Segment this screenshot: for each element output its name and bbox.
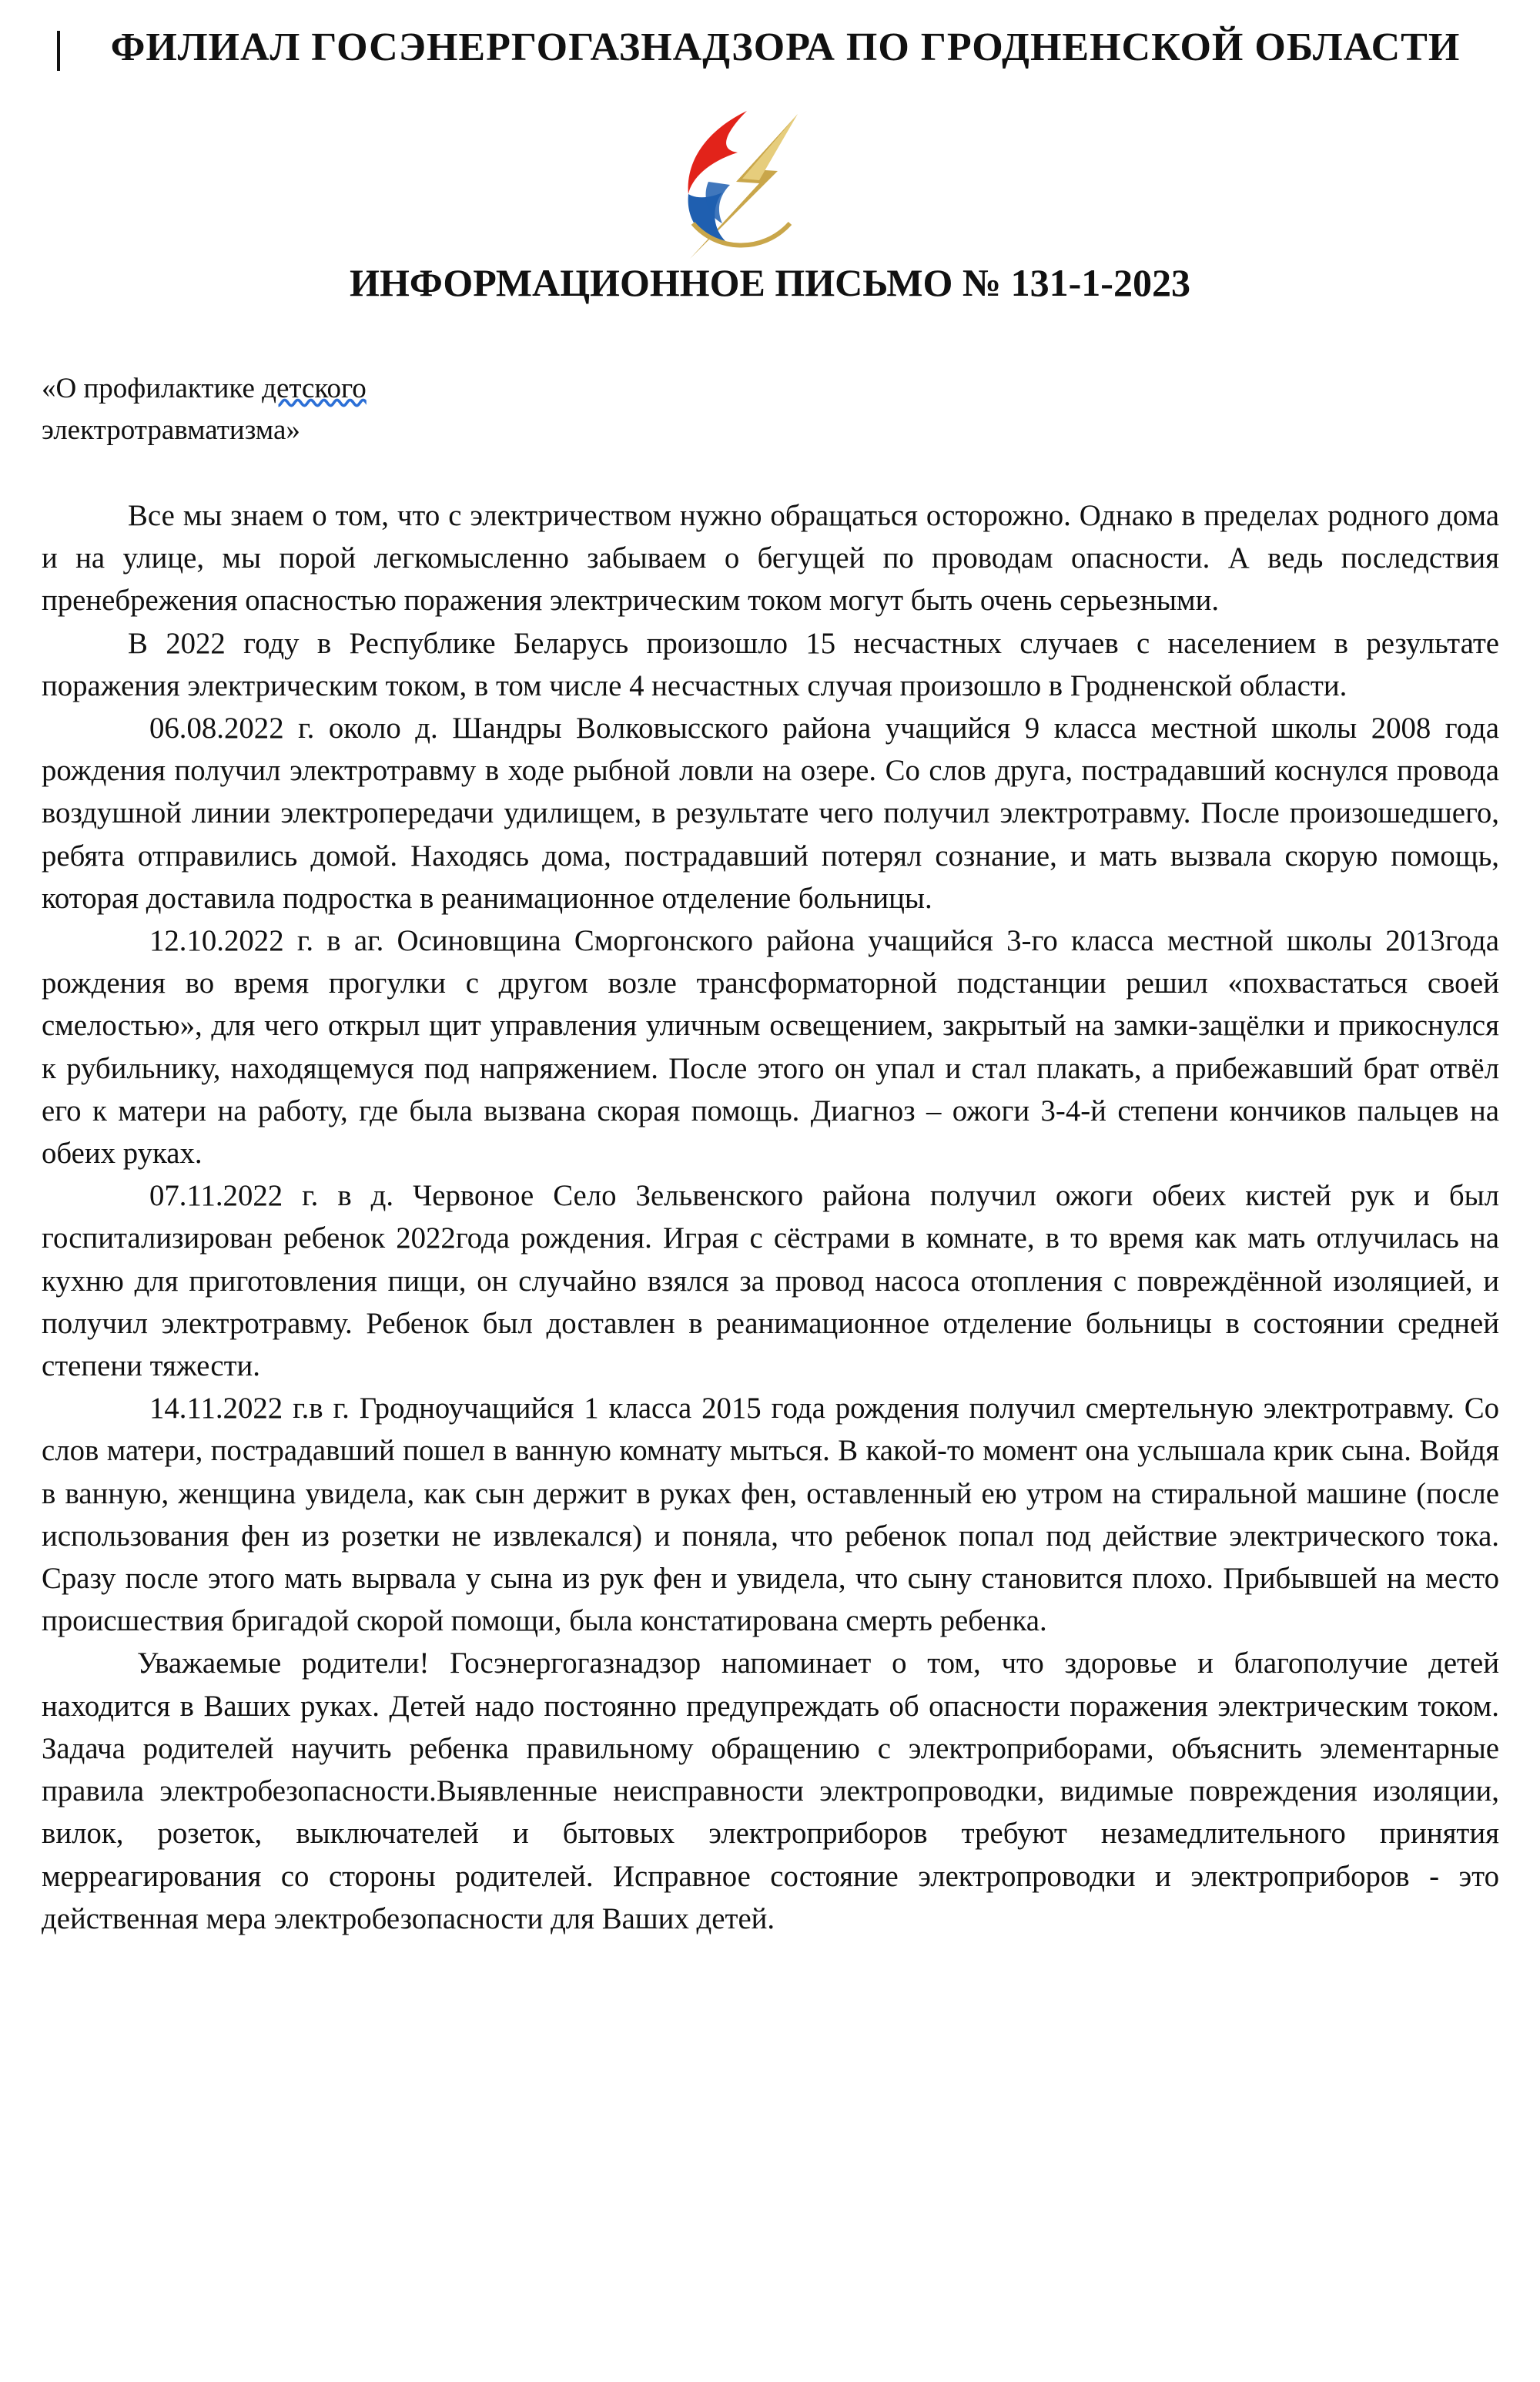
subject-line1-plain: «О профилактике xyxy=(42,373,263,404)
letter-title: ИНФОРМАЦИОННОЕ ПИСЬМО № 131-1-2023 xyxy=(350,261,1190,304)
paragraph-statistics: В 2022 году в Республике Беларусь произошло 15 несчастных случаев с населением в результате поражения электрическим током, в том числе 4 несчастных случая произошло в Гродненской области. xyxy=(42,626,1499,702)
letter-body xyxy=(42,494,1499,1940)
paragraph-case-4: 14.11.2022 г.в г. Гродноучащийся 1 класса 2015 года рождения получил смертельную электротравму. Со слов матери, пострадавший пошел в ванную комнату мыться. В какой-то момент она услышала крик сына. Войдя в ванную, женщина увидела, как сын держит в руках фен, оставленный ею утром на стиральной машине (после использования фен из розетки не извлекался) и поняла, что ребенок попал под действие электрического тока. Сразу после этого мать вырвала у сына из рук фен и увидела, что сыну становится плохо. Прибывшей на место происшествия бригадой скорой помощи, была констатирована смерть ребенка. xyxy=(42,1392,1499,1638)
logo-lightning-highlight xyxy=(742,114,798,180)
paragraph-case-3: 07.11.2022 г. в д. Червоное Село Зельвенского района получил ожоги обеих кистей рук и был госпитализирован ребенок 2022года рождения. Играя с сёстрами в комнате, в то время как мать отлучилась на кухню для приготовления пищи, он случайно взялся за провод насоса отопления с повреждённой изоляцией, и получил электротравму. Ребенок был доставлен в реанимационное отделение больницы в состоянии средней степени тяжести. xyxy=(42,1179,1499,1383)
paragraph-case-1: 06.08.2022 г. около д. Шандры Волковысского района учащийся 9 класса местной школы 2008 года рождения получил электротравму в ходе рыбной ловли на озере. Со слов друга, пострадавший коснулся провода воздушной линии электропередачи удилищем, в результате чего получил электротравму. После произошедшего, ребята отправились домой. Находясь дома, пострадавший потерял сознание, и мать вызвала скорую помощь, которая доставила подростка в реанимационное отделение больницы. xyxy=(42,712,1499,915)
paragraph-intro: Все мы знаем о том, что с электричеством нужно обращаться осторожно. Однако в пределах родного дома и на улице, мы порой легкомысленно забываем о бегущей по проводам опасности. А ведь последствия пренебрежения опасностью поражения электрическим током могут быть очень серьезными. xyxy=(42,499,1499,618)
gosenergogaznadzor-logo-icon xyxy=(662,108,808,262)
subject-line1-underlined: детского xyxy=(262,373,367,404)
paragraph-parents-appeal: Уважаемые родители! Госэнергогазнадзор напоминает о том, что здоровье и благополучие детей находится в Ваших руках. Детей надо постоянно предупреждать об опасности поражения электрическим током. Задача родителей научить ребенка правильному обращению с электроприборами, объяснить элементарные правила электробезопасности.Выявленные неисправности электропроводки, видимые повреждения изоляции, вилок, розеток, выключателей и бытовых электроприборов требуют незамедлительного принятия мерреагирования со стороны родителей. Исправное состояние электропроводки и электроприборов - это действенная мера электробезопасности для Ваших детей. xyxy=(42,1647,1499,1935)
paragraph-case-2: 12.10.2022 г. в аг. Осиновщина Сморгонского района учащийся 3-го класса местной школы 2013года рождения во время прогулки с другом возле трансформаторной подстанции решил «похвастаться своей смелостью», для чего открыл щит управления уличным освещением, закрытый на замки-защёлки и прикоснулся к рубильнику, находящемуся под напряжением. После этого он упал и стал плакать, а прибежавший брат отвёл его к матери на работу, где была вызвана скорая помощь. Диагноз – ожоги 3-4-й степени кончиков пальцев на обеих руках. xyxy=(42,924,1499,1171)
letter-subject xyxy=(42,368,658,451)
organization-header: ФИЛИАЛ ГОСЭНЕРГОГАЗНАДЗОРА ПО ГРОДНЕНСКОЙ ОБЛАСТИ xyxy=(110,25,1461,69)
subject-line2: электротравматизма» xyxy=(42,414,300,446)
